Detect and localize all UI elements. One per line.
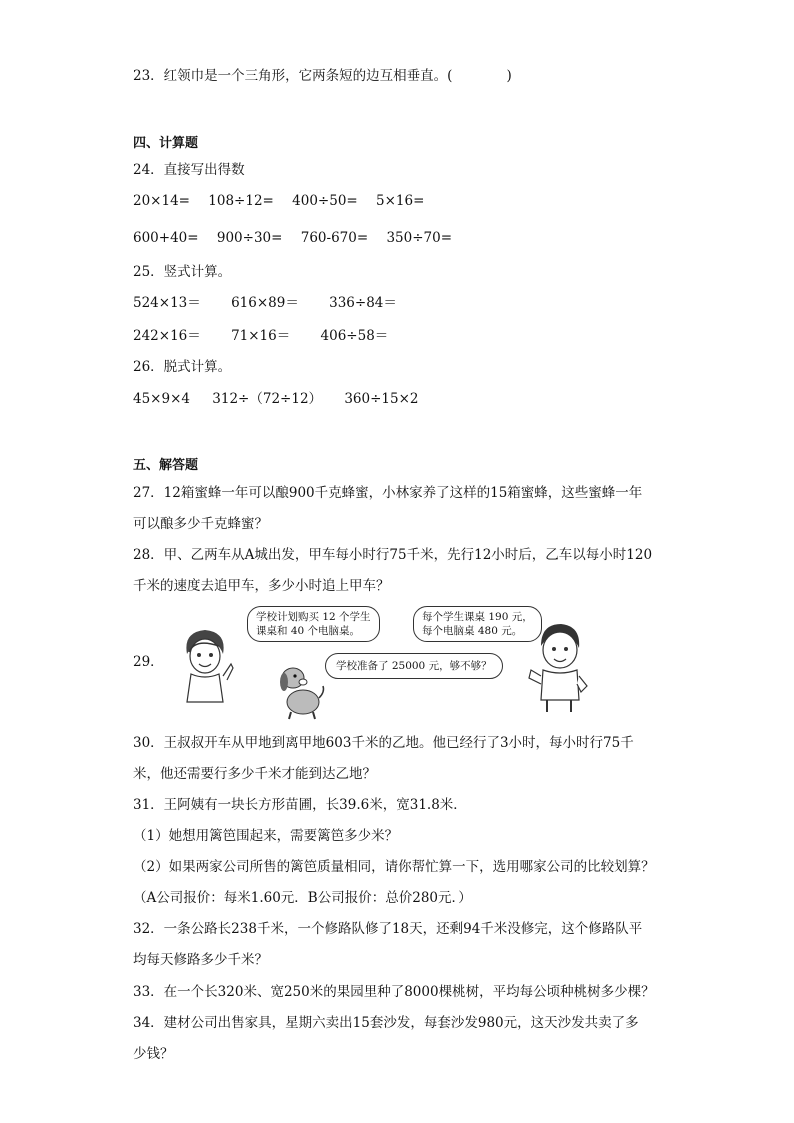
question-25: 25．竖式计算。 <box>133 264 232 280</box>
question-31-quotes: （A公司报价：每米1.60元．B公司报价：总价280元．） <box>133 890 472 906</box>
section-word-problems-heading: 五、解答题 <box>133 458 199 473</box>
q24-item: 5×16= <box>376 193 425 209</box>
question-24: 24．直接写出得数 <box>133 162 245 178</box>
question-34-line-1: 34．建材公司出售家具，星期六卖出15套沙发，每套沙发980元，这天沙发共卖了多 <box>133 1015 639 1031</box>
q24-item: 400÷50= <box>292 193 358 209</box>
q26-row <box>133 389 419 409</box>
q25-row-2 <box>133 326 388 346</box>
girl-illustration <box>175 624 235 704</box>
q24-item: 600+40= <box>133 230 199 246</box>
question-33: 33．在一个长320米、宽250米的果园里种了8000棵桃树，平均每公顷种桃树多少棵？ <box>133 984 655 1000</box>
question-31-part-2: （2）如果两家公司所售的篱笆质量相同，请你帮忙算一下，选用哪家公司的比较划算？ <box>133 859 655 875</box>
q25-item: 524×13＝ <box>133 295 201 311</box>
question-23: 23．红领巾是一个三角形，它两条短的边互相垂直。( ) <box>133 68 512 84</box>
bubble-left-line-1: 学校计划购买 12 个学生 <box>256 611 371 623</box>
question-26: 26．脱式计算。 <box>133 359 232 375</box>
q24-item: 350÷70= <box>386 230 453 246</box>
bubble-left-line-2: 课桌和 40 个电脑桌。 <box>256 625 361 637</box>
q24-item: 20×14= <box>133 193 190 209</box>
speech-bubble-middle <box>325 653 503 679</box>
question-28-line-1: 28．甲、乙两车从A城出发，甲车每小时行75千米，先行12小时后，乙车以每小时120 <box>133 547 653 563</box>
question-34-line-2: 少钱？ <box>133 1046 174 1062</box>
q25-item: 71×16＝ <box>231 328 291 344</box>
q24-item: 900÷30= <box>216 230 283 246</box>
q24-row-2 <box>133 228 452 248</box>
bubble-middle-text: 学校准备了 25000 元，够不够？ <box>336 660 492 672</box>
q25-item: 336÷84＝ <box>329 295 397 311</box>
question-32-line-1: 32．一条公路长238千米，一个修路队修了18天，还剩94千米没修完，这个修路队平 <box>133 921 643 937</box>
q24-item: 760-670= <box>300 230 369 246</box>
q24-item: 108÷12= <box>208 193 274 209</box>
bubble-right-line-2: 每个电脑桌 480 元。 <box>422 625 523 637</box>
question-30-line-2: 米，他还需要行多少千米才能到达乙地？ <box>133 766 376 782</box>
q26-item: 312÷（72÷12） <box>212 391 323 407</box>
q26-item: 45×9×4 <box>133 391 190 407</box>
question-29-illustration <box>175 606 595 722</box>
question-27-line-2: 可以酿多少千克蜂蜜？ <box>133 516 268 532</box>
q25-row-1 <box>133 293 397 313</box>
boy-illustration <box>527 620 591 714</box>
speech-bubble-left <box>247 606 380 642</box>
question-32-line-2: 均每天修路多少千米？ <box>133 952 268 968</box>
q25-item: 616×89＝ <box>231 295 299 311</box>
bubble-right-line-1: 每个学生课桌 190 元， <box>422 611 533 623</box>
speech-bubble-right <box>413 606 542 642</box>
q25-item: 242×16＝ <box>133 328 201 344</box>
question-28-line-2: 千米的速度去追甲车，多少小时追上甲车？ <box>133 578 390 594</box>
question-27-line-1: 27．12箱蜜蜂一年可以酿900千克蜂蜜，小林家养了这样的15箱蜜蜂，这些蜜蜂一年 <box>133 485 643 501</box>
q24-row-1 <box>133 191 424 211</box>
q25-item: 406÷58＝ <box>320 328 389 344</box>
question-30-line-1: 30．王叔叔开车从甲地到离甲地603千米的乙地。他已经行了3小时，每小时行75千 <box>133 735 634 751</box>
q26-item: 360÷15×2 <box>344 391 419 407</box>
question-31-line-1: 31．王阿姨有一块长方形苗圃，长39.6米，宽31.8米． <box>133 797 467 813</box>
section-calculation-heading: 四、计算题 <box>133 136 199 151</box>
dog-illustration <box>273 664 327 720</box>
question-29-number: 29． <box>133 654 164 670</box>
question-31-part-1: （1）她想用篱笆围起来，需要篱笆多少米？ <box>133 828 399 844</box>
